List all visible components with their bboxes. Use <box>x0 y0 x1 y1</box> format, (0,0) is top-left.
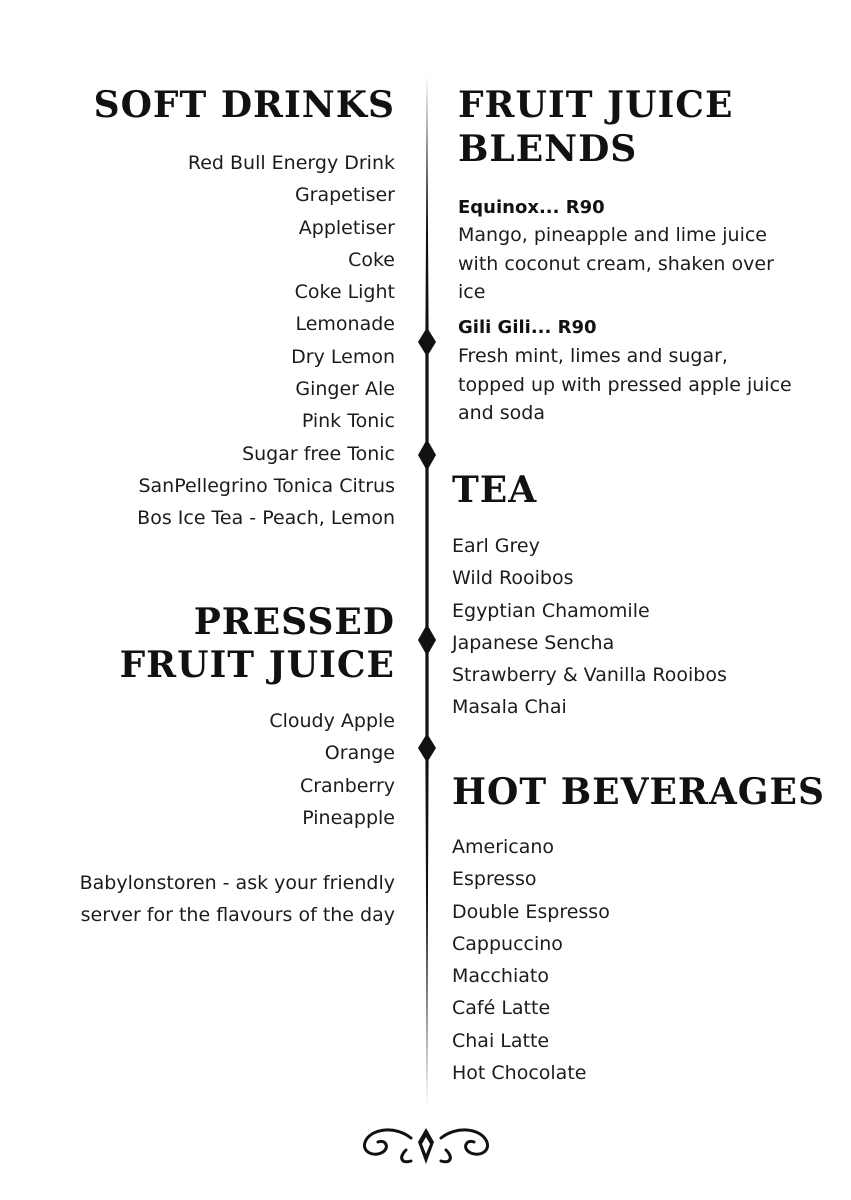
pressed-juice-note-line-2: server for the flavours of the day <box>80 904 395 926</box>
soft-drink-item: Dry Lemon <box>291 345 395 368</box>
pressed-juice-note-line-1: Babylonstoren - ask your friendly <box>79 872 395 894</box>
hot-beverage-item: Cappuccino <box>452 932 563 955</box>
soft-drink-item: Lemonade <box>295 313 395 336</box>
pressed-juice-item: Pineapple <box>302 806 395 829</box>
hot-beverages-heading: HOT BEVERAGES <box>452 771 825 813</box>
tea-item: Wild Rooibos <box>452 567 574 590</box>
blend-name-equinox: Equinox... R90 <box>458 197 605 218</box>
soft-drink-item: Sugar free Tonic <box>242 442 395 465</box>
tea-item: Strawberry & Vanilla Rooibos <box>452 664 727 687</box>
tea-item: Egyptian Chamomile <box>452 599 650 622</box>
tea-item: Japanese Sencha <box>452 631 615 654</box>
pressed-juice-list <box>80 705 395 834</box>
pressed-juice-heading-line-2: FRUIT JUICE <box>119 644 395 686</box>
hot-beverage-item: Espresso <box>452 868 537 891</box>
soft-drink-item: Bos Ice Tea - Peach, Lemon <box>137 507 395 530</box>
soft-drink-item: Appletiser <box>298 216 395 239</box>
hot-beverage-item: Macchiato <box>452 965 549 988</box>
tea-heading: TEA <box>452 469 538 511</box>
tea-list <box>452 530 727 724</box>
pressed-juice-heading-line-1: PRESSED <box>193 601 395 643</box>
hot-beverages-list <box>452 831 610 1089</box>
tea-item: Earl Grey <box>452 535 540 557</box>
soft-drink-item: SanPellegrino Tonica Citrus <box>138 474 395 497</box>
soft-drinks-heading: SOFT DRINKS <box>93 84 395 126</box>
soft-drink-item: Ginger Ale <box>295 378 395 401</box>
blend-description-gili-gili: Fresh mint, limes and sugar, topped up with pressed apple juice and soda <box>458 345 792 424</box>
pressed-juice-item: Cranberry <box>299 774 395 797</box>
soft-drink-item: Grapetiser <box>294 184 395 207</box>
hot-beverage-item: Café Latte <box>452 997 551 1020</box>
pressed-juice-item: Orange <box>324 742 395 765</box>
fruit-juice-blends-heading-line-1: FRUIT JUICE <box>458 84 734 126</box>
soft-drink-item: Red Bull Energy Drink <box>187 152 395 174</box>
soft-drink-item: Coke Light <box>294 281 395 304</box>
soft-drink-item: Coke <box>348 248 395 271</box>
hot-beverage-item: Hot Chocolate <box>452 1062 587 1085</box>
hot-beverage-item: Americano <box>452 836 555 858</box>
soft-drinks-list <box>80 147 395 535</box>
hot-beverage-item: Double Espresso <box>452 900 610 923</box>
soft-drink-item: Pink Tonic <box>301 410 395 433</box>
hot-beverage-item: Chai Latte <box>452 1029 550 1052</box>
blend-description-equinox: Mango, pineapple and lime juice with coconut cream, shaken over ice <box>458 224 774 303</box>
blend-name-gili-gili: Gili Gili... R90 <box>458 317 597 338</box>
tea-item: Masala Chai <box>452 696 567 719</box>
pressed-juice-item: Cloudy Apple <box>269 710 395 732</box>
fruit-juice-blends-heading-line-2: BLENDS <box>458 128 638 170</box>
